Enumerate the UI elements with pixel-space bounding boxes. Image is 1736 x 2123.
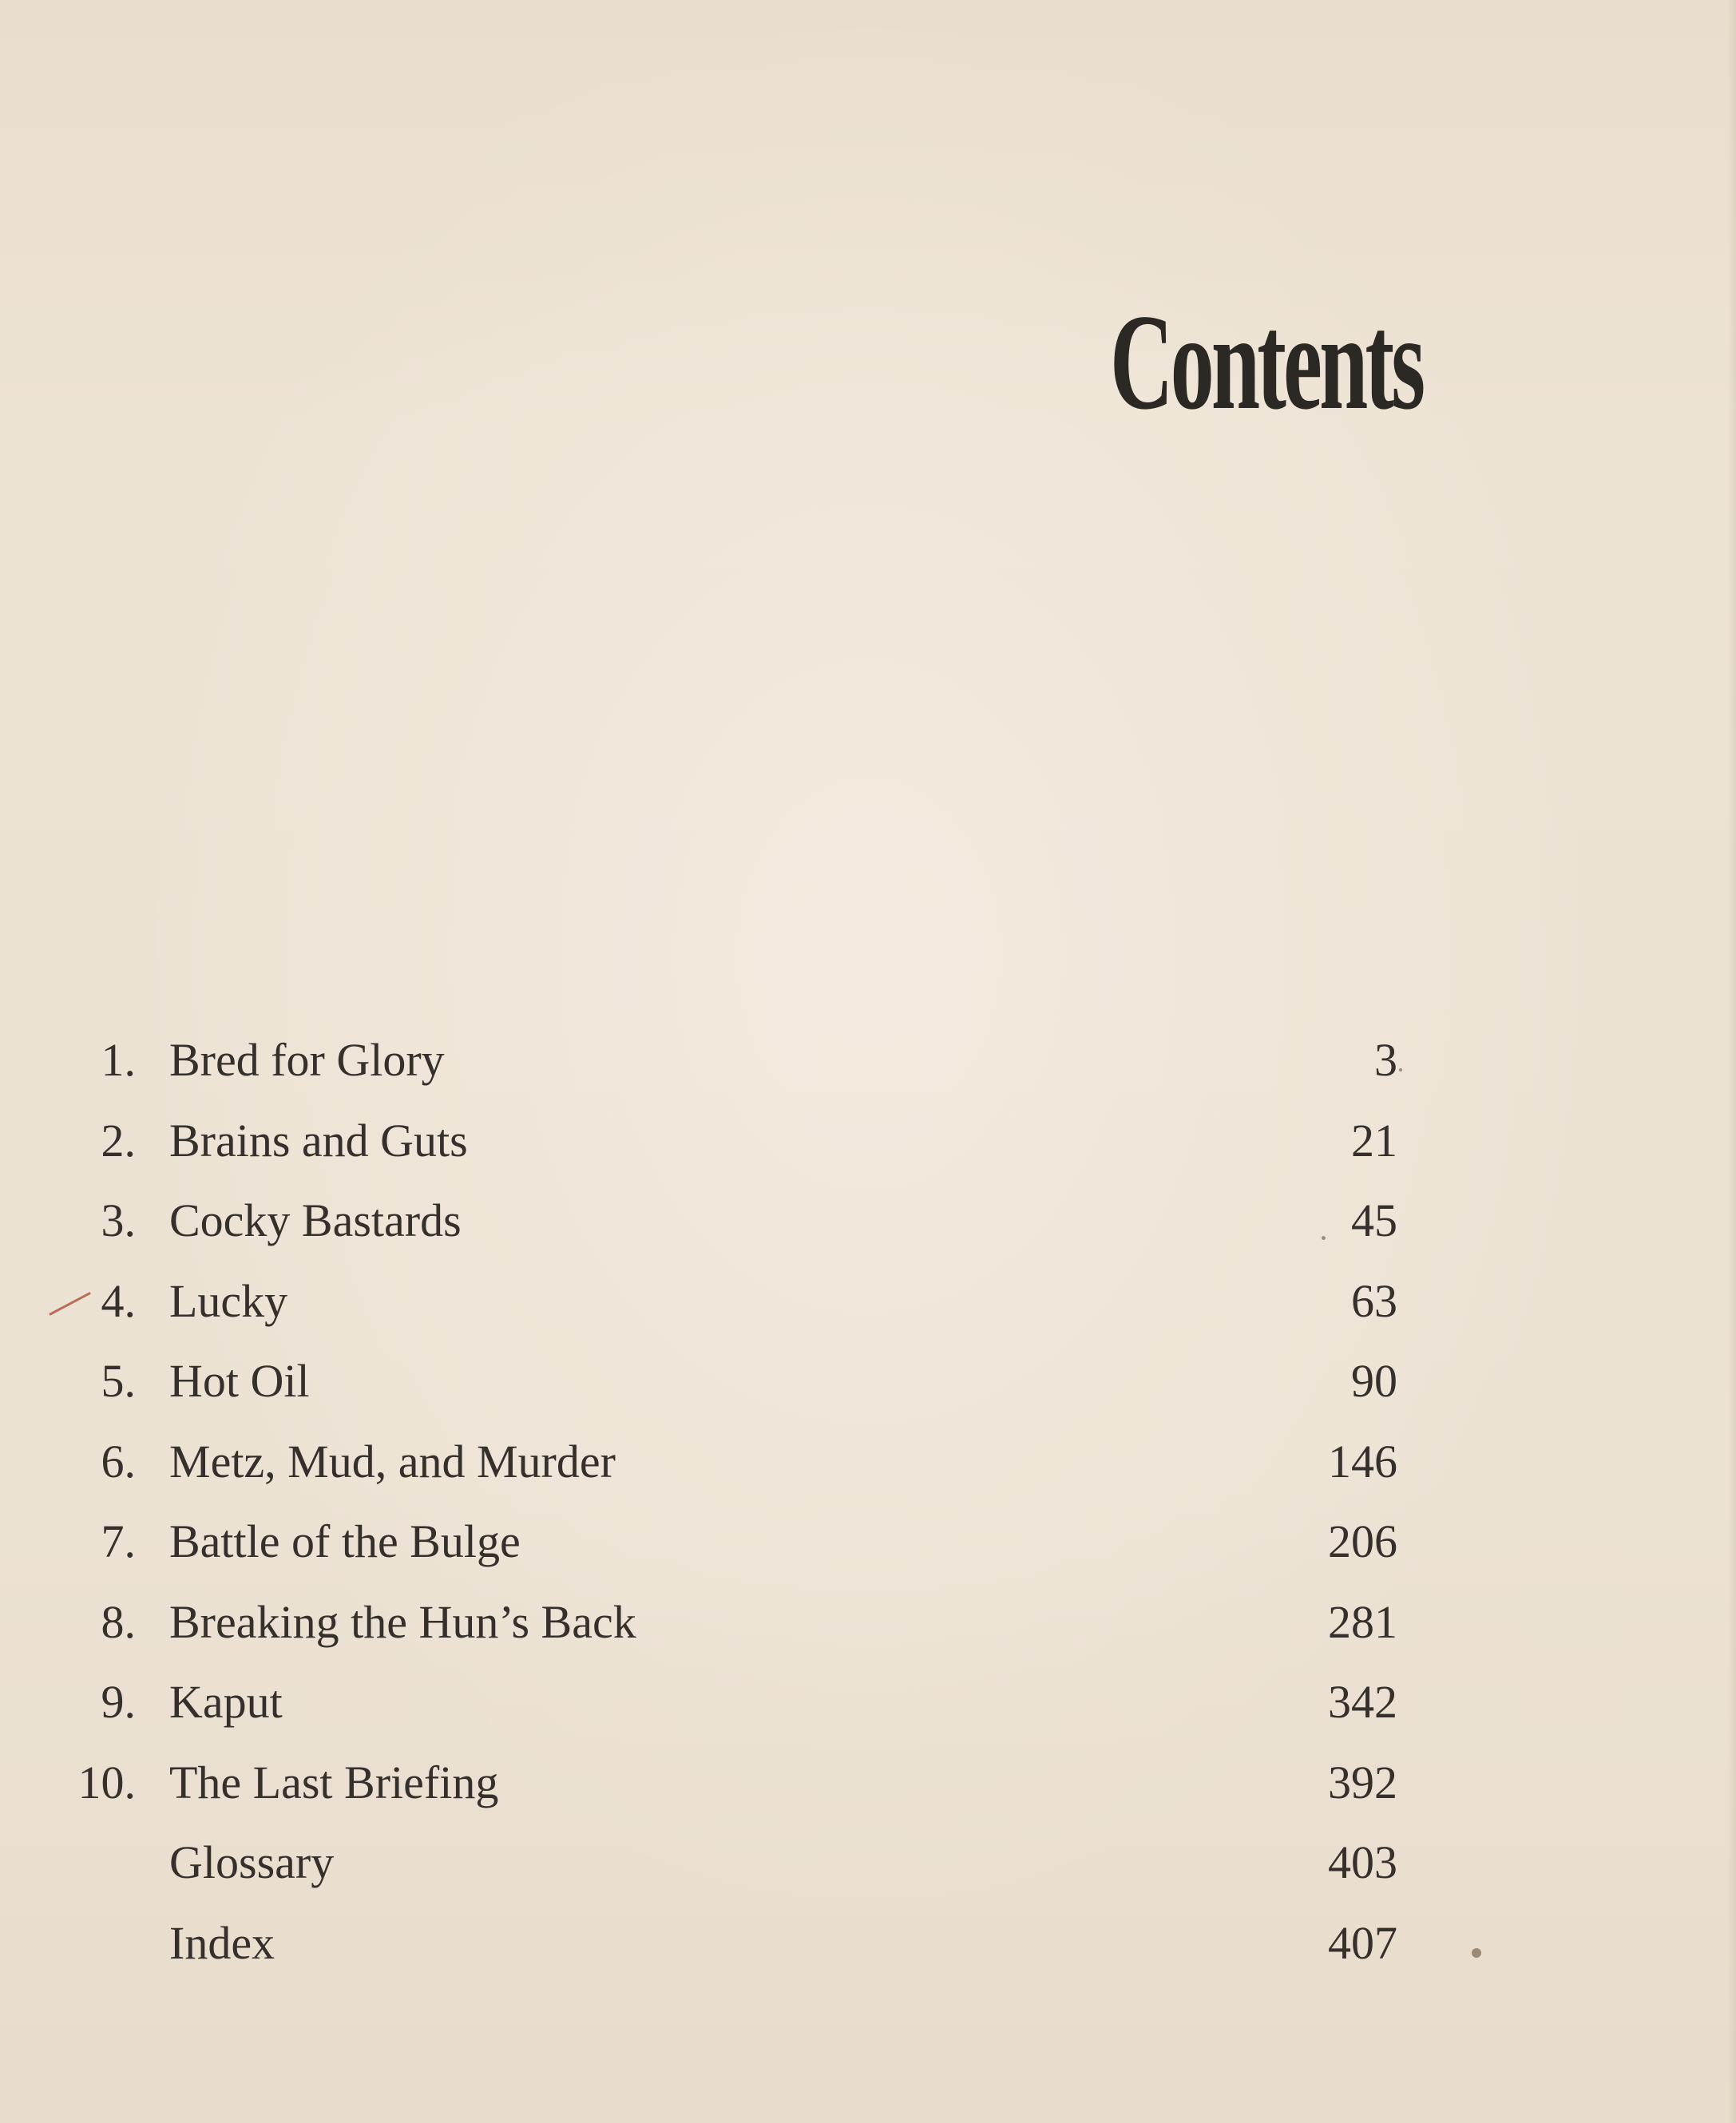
page-number: 392 [1328, 1756, 1397, 1808]
chapter-title: Metz, Mud, and Murder [169, 1435, 616, 1487]
toc-entry-2 [56, 1101, 1397, 1182]
chapter-title: Lucky [169, 1274, 288, 1327]
page-number: 403 [1328, 1836, 1397, 1888]
contents-heading: Contents [1110, 287, 1423, 438]
chapter-title: Hot Oil [169, 1355, 310, 1407]
chapter-title: Bred for Glory [169, 1034, 445, 1086]
chapter-title: Index [169, 1916, 275, 1969]
page-number: 63 [1351, 1274, 1397, 1327]
chapter-number: 8. [101, 1595, 136, 1648]
page-edge-shadow [1728, 0, 1736, 2123]
page-number: 206 [1328, 1515, 1397, 1567]
chapter-number: 4. [101, 1274, 136, 1327]
toc-entry-5 [56, 1341, 1397, 1422]
toc-entry-7 [56, 1502, 1397, 1582]
chapter-title: Battle of the Bulge [169, 1515, 521, 1567]
toc-entry-8 [56, 1582, 1397, 1663]
chapter-number: 6. [101, 1435, 136, 1487]
paper-speck [1322, 1236, 1326, 1240]
toc-entry-1 [56, 1020, 1397, 1101]
page-number: 3 [1374, 1034, 1397, 1086]
toc-entry-10 [56, 1743, 1397, 1824]
toc-entry-glossary [56, 1823, 1397, 1903]
chapter-title: Cocky Bastards [169, 1194, 462, 1246]
toc-entry-4 [56, 1262, 1397, 1342]
chapter-title: Breaking the Hun’s Back [169, 1595, 636, 1648]
chapter-number: 10. [77, 1756, 136, 1808]
page-number: 342 [1328, 1676, 1397, 1728]
toc-entry-index [56, 1903, 1397, 1984]
paper-speck [1472, 1948, 1481, 1958]
paper-speck [1399, 1068, 1402, 1071]
page-number: 407 [1328, 1916, 1397, 1969]
chapter-number: 7. [101, 1515, 136, 1567]
chapter-number: 1. [101, 1034, 136, 1086]
chapter-number: 9. [101, 1676, 136, 1728]
page-number: 21 [1351, 1114, 1397, 1166]
table-of-contents [56, 1020, 1397, 1983]
chapter-number: 2. [101, 1114, 136, 1166]
toc-entry-3 [56, 1181, 1397, 1262]
chapter-title: Brains and Guts [169, 1114, 468, 1166]
page-number: 281 [1328, 1595, 1397, 1648]
chapter-number: 5. [101, 1355, 136, 1407]
toc-entry-6 [56, 1422, 1397, 1503]
page-number: 90 [1351, 1355, 1397, 1407]
chapter-number: 3. [101, 1194, 136, 1246]
page-number: 146 [1328, 1435, 1397, 1487]
chapter-title: The Last Briefing [169, 1756, 499, 1808]
chapter-title: Glossary [169, 1836, 335, 1888]
toc-entry-9 [56, 1662, 1397, 1743]
chapter-title: Kaput [169, 1676, 283, 1728]
page-number: 45 [1351, 1194, 1397, 1246]
